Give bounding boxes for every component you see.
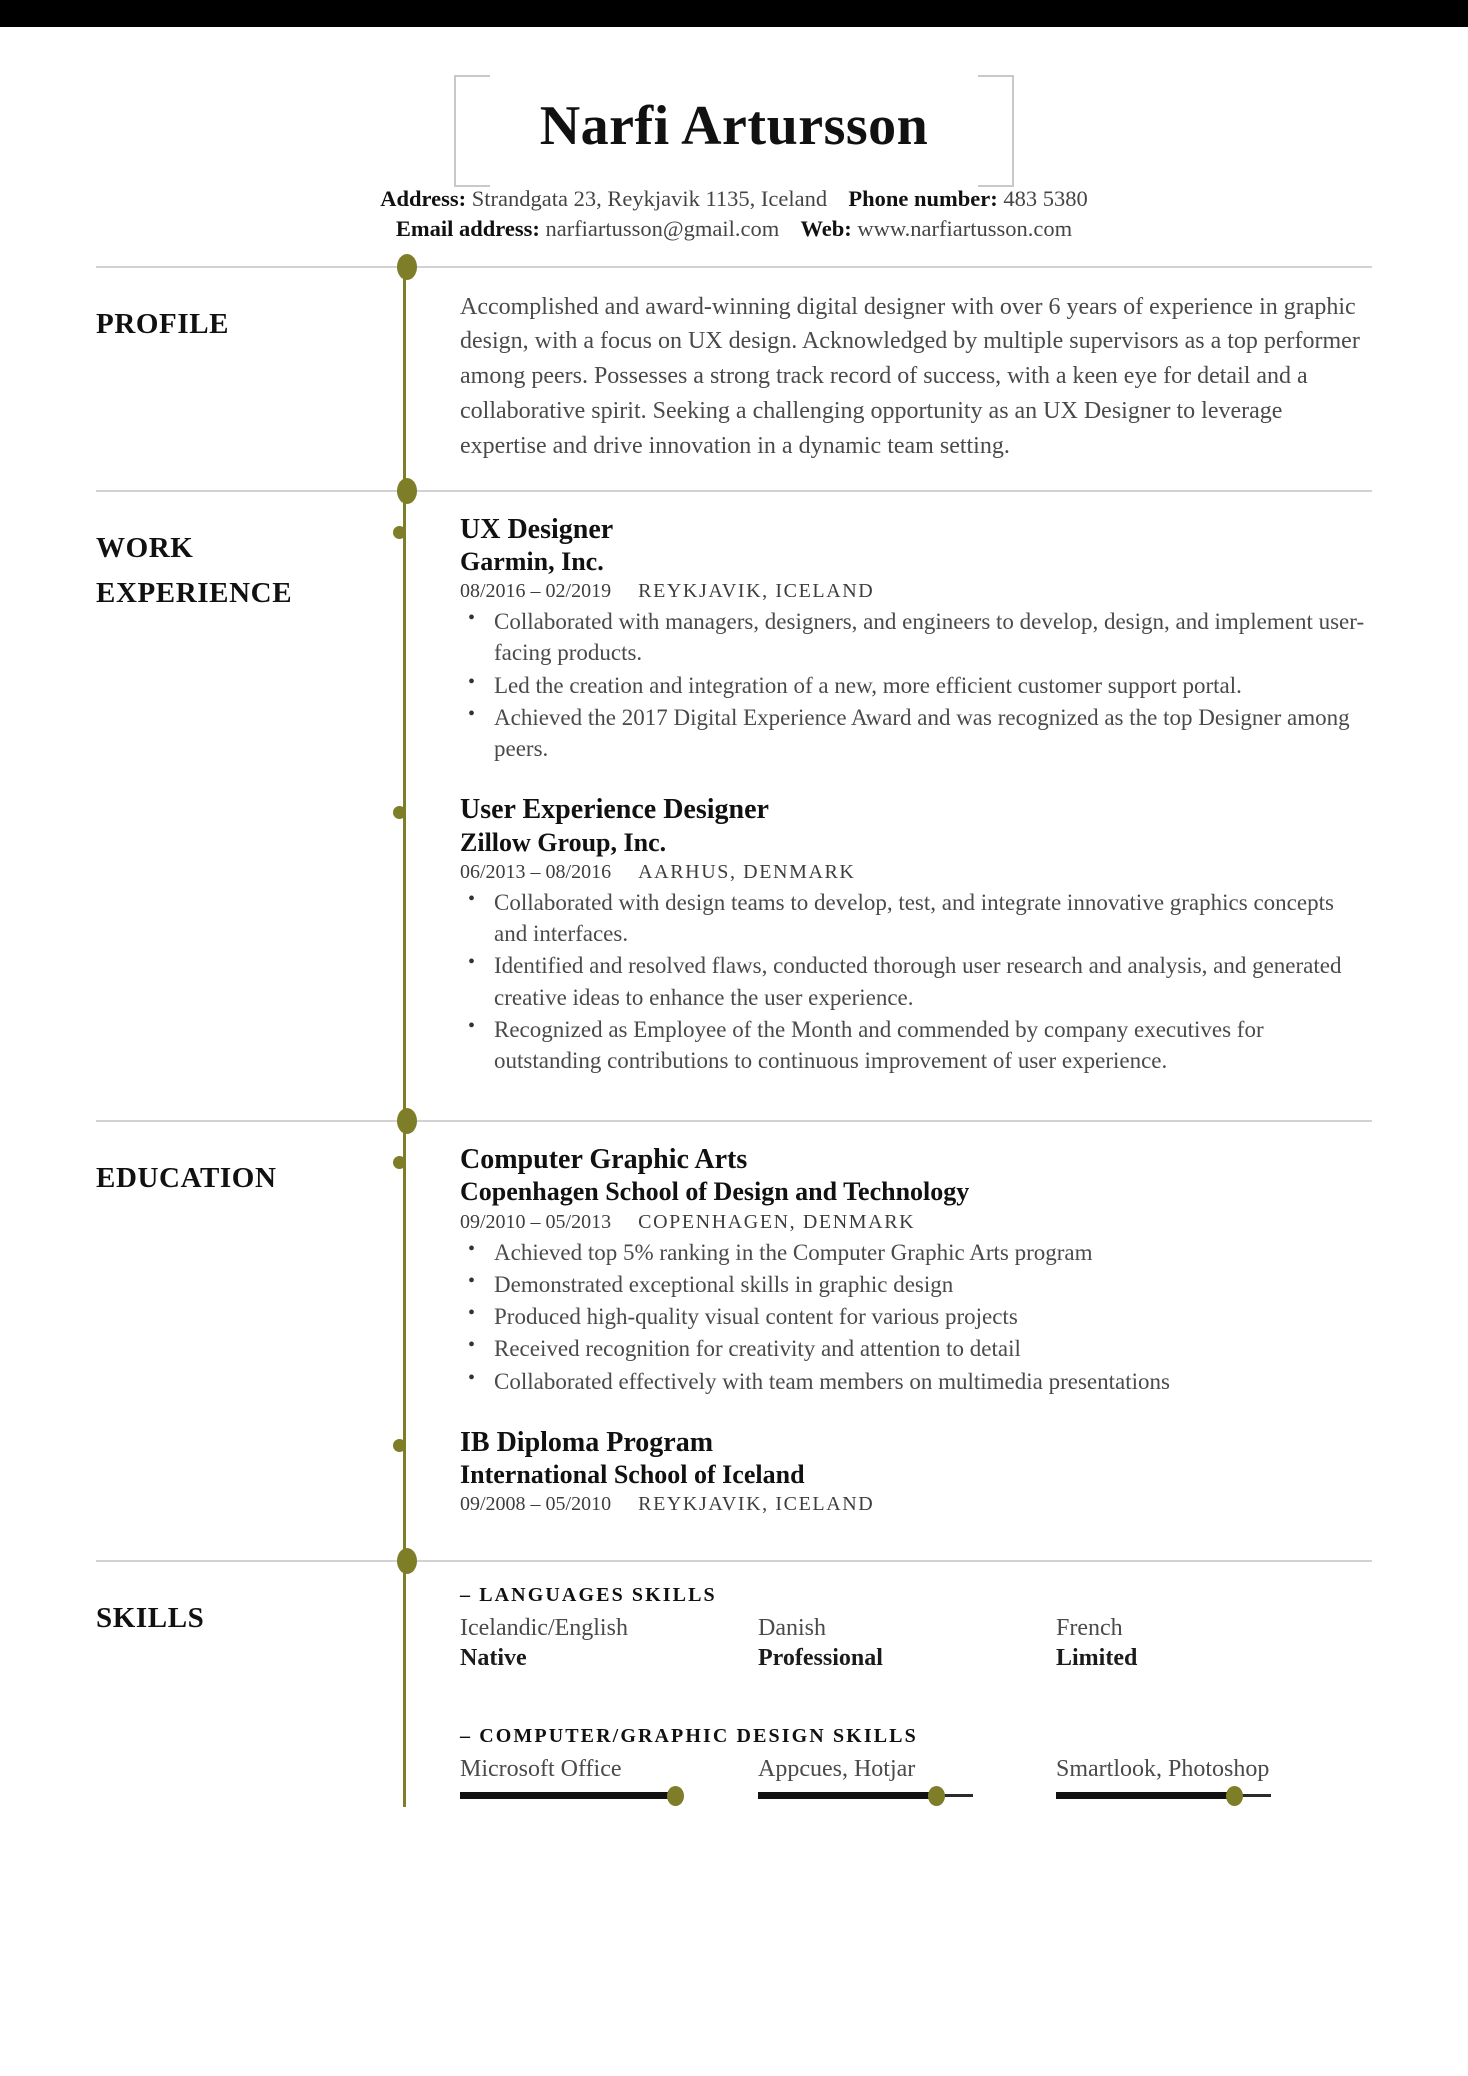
skill-bar-knob <box>1226 1786 1243 1806</box>
section-label-profile: PROFILE <box>96 307 230 340</box>
job-location: REYKJAVIK, ICELAND <box>638 580 875 602</box>
skill-level-bar <box>460 1794 675 1797</box>
resume-header <box>0 27 1468 244</box>
list-item: • Led the creation and integration of a new, more efficient customer support portal. <box>494 670 1372 701</box>
spacer <box>96 1520 1372 1560</box>
spacer <box>96 1080 1372 1120</box>
contact-line-2 <box>0 214 1468 244</box>
language-level: Native <box>460 1645 527 1672</box>
web-label: Web: <box>800 215 852 241</box>
work-entry <box>460 514 1372 765</box>
job-title: UX Designer <box>460 513 614 545</box>
software-skill-item <box>1056 1754 1354 1797</box>
skill-group-languages <box>460 1584 1372 1674</box>
degree-title: IB Diploma Program <box>460 1427 714 1458</box>
education-entry <box>460 1144 1372 1397</box>
phone-label: Phone number: <box>848 185 998 211</box>
software-skill-item <box>758 1754 1056 1797</box>
job-dates: 08/2016 – 02/2019 <box>460 580 612 602</box>
language-name: Danish <box>758 1615 826 1642</box>
skill-level-bar <box>1056 1794 1271 1797</box>
job-meta <box>460 580 1372 603</box>
spacer <box>460 1401 1372 1427</box>
language-name: Icelandic/English <box>460 1615 628 1642</box>
language-level: Professional <box>758 1645 883 1672</box>
job-organization: Zillow Group, Inc. <box>460 827 667 857</box>
section-label-work-experience <box>96 492 396 616</box>
bracket-left-decoration <box>454 75 490 187</box>
section-skills <box>96 1562 1372 1806</box>
bracket-right-decoration <box>978 75 1014 187</box>
education-location: COPENHAGEN, DENMARK <box>638 1210 916 1233</box>
resume-page <box>0 27 1468 2076</box>
skill-level-bar <box>758 1794 973 1797</box>
spacer <box>96 464 1372 490</box>
name-block <box>454 75 1015 172</box>
spacer <box>460 768 1372 794</box>
education-bullet-list <box>460 1237 1372 1397</box>
list-item: • Collaborated with design teams to develop, test, and integrate innovative graphics concepts and interfaces. <box>494 887 1372 950</box>
job-location: AARHUS, DENMARK <box>638 860 856 883</box>
email-label: Email address: <box>395 215 540 241</box>
language-skill-item <box>1056 1613 1354 1674</box>
phone-value: 483 5380 <box>1003 185 1088 211</box>
section-body-work-experience <box>396 492 1372 1081</box>
section-label-skills: SKILLS <box>96 1602 205 1635</box>
list-item: • Achieved top 5% ranking in the Computer Graphic Arts program <box>494 1237 1372 1268</box>
software-skill-columns <box>460 1754 1372 1797</box>
profile-summary-text: Accomplished and award-winning digital designer with over 6 years of experience in graphic design, with a focus on UX design. Acknowledged by multiple supervisors as a top performer among peers. Possesses a strong track record of success, with a keen eye for detail and a collaborative spirit. Seeking a challenging opportunity as an UX Designer to leverage expertise and drive innovation in a dynamic team setting. <box>460 293 1360 459</box>
skill-bar-fill <box>758 1792 936 1799</box>
section-label-line-1: WORK <box>96 531 194 564</box>
skill-bar-knob <box>928 1786 945 1806</box>
language-level: Limited <box>1056 1645 1138 1672</box>
spacer <box>460 1685 1372 1725</box>
list-item: • Produced high-quality visual content for various projects <box>494 1301 1372 1332</box>
school-name: Copenhagen School of Design and Technology <box>460 1177 970 1207</box>
language-name: French <box>1056 1615 1123 1642</box>
degree-title: Computer Graphic Arts <box>460 1144 748 1176</box>
timeline-entry-dot <box>393 526 406 539</box>
school-name: International School of Iceland <box>460 1460 805 1490</box>
job-organization: Garmin, Inc. <box>460 546 604 576</box>
contact-line-1 <box>0 184 1468 214</box>
skill-bar-fill <box>1056 1792 1234 1799</box>
timeline-section-node <box>397 478 417 504</box>
section-body-education <box>396 1122 1372 1520</box>
job-bullet-list <box>460 606 1372 764</box>
job-title: User Experience Designer <box>460 794 769 826</box>
education-location: REYKJAVIK, ICELAND <box>638 1493 875 1516</box>
section-profile <box>96 268 1372 464</box>
software-name: Smartlook, Photoshop <box>1056 1755 1270 1782</box>
section-education <box>96 1122 1372 1520</box>
section-body-profile <box>396 268 1372 464</box>
skill-group-title: – LANGUAGES SKILLS <box>460 1584 717 1607</box>
address-label: Address: <box>380 185 467 211</box>
software-skill-item <box>460 1754 758 1797</box>
list-item: • Received recognition for creativity and attention to detail <box>494 1333 1372 1364</box>
language-skill-item <box>460 1613 758 1674</box>
language-skill-item <box>758 1613 1056 1674</box>
contact-block <box>0 184 1468 244</box>
timeline-section-node <box>397 254 417 280</box>
education-dates: 09/2008 – 05/2010 <box>460 1493 612 1516</box>
timeline-entry-dot <box>393 1156 406 1169</box>
skill-group-title: – COMPUTER/GRAPHIC DESIGN SKILLS <box>460 1724 918 1747</box>
work-entry <box>460 794 1372 1076</box>
resume-content <box>0 266 1468 1807</box>
software-name: Appcues, Hotjar <box>758 1755 916 1782</box>
software-name: Microsoft Office <box>460 1755 622 1782</box>
section-work-experience <box>96 492 1372 1081</box>
list-item: • Collaborated effectively with team members on multimedia presentations <box>494 1366 1372 1397</box>
language-skill-columns <box>460 1613 1372 1674</box>
email-value: narfiartusson@gmail.com <box>545 215 780 241</box>
timeline-entry-dot <box>393 1439 406 1452</box>
section-label-education: EDUCATION <box>96 1162 277 1195</box>
education-meta <box>460 1493 1372 1516</box>
job-meta <box>460 861 1372 884</box>
section-body-skills <box>396 1562 1372 1806</box>
skill-bar-fill <box>460 1792 675 1799</box>
list-item: • Recognized as Employee of the Month and commended by company executives for outstanding contributions to continuous improvement of user experience. <box>494 1014 1372 1077</box>
list-item: • Achieved the 2017 Digital Experience Award and was recognized as the top Designer among peers. <box>494 702 1372 765</box>
skill-group-computer-graphic-design <box>460 1725 1372 1797</box>
section-label-line-2: EXPERIENCE <box>96 576 293 609</box>
list-item: • Collaborated with managers, designers, and engineers to develop, design, and implement user-facing products. <box>494 606 1372 669</box>
web-value: www.narfiartusson.com <box>857 215 1073 241</box>
education-meta <box>460 1211 1372 1234</box>
list-item: • Demonstrated exceptional skills in graphic design <box>494 1269 1372 1300</box>
job-dates: 06/2013 – 08/2016 <box>460 860 612 883</box>
job-bullet-list <box>460 887 1372 1077</box>
skill-bar-knob <box>667 1786 684 1806</box>
address-value: Strandgata 23, Reykjavik 1135, Iceland <box>471 185 828 211</box>
timeline-entry-dot <box>393 806 406 819</box>
education-entry <box>460 1427 1372 1516</box>
top-black-band <box>0 0 1468 27</box>
education-dates: 09/2010 – 05/2013 <box>460 1210 612 1233</box>
candidate-name: Narfi Artursson <box>539 95 929 157</box>
list-item: • Identified and resolved flaws, conducted thorough user research and analysis, and generated creative ideas to enhance the user experience. <box>494 950 1372 1013</box>
